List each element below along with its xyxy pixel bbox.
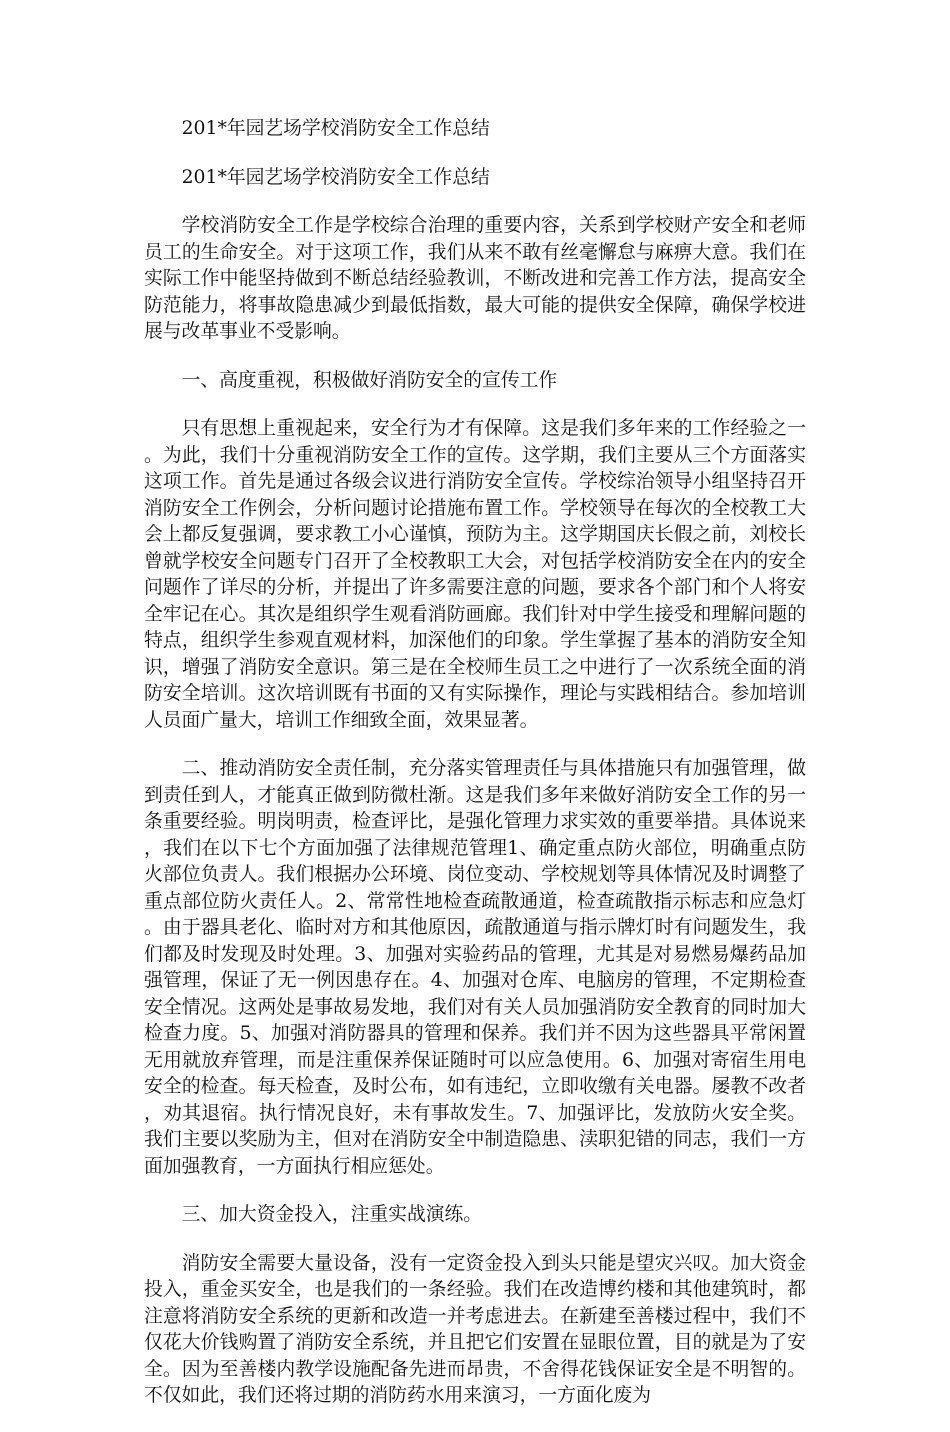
paragraph-section-2: 二、推动消防安全责任制，充分落实管理责任与具体措施只有加强管理，做到责任到人，才能真正做到防微杜渐。这是我们多年来做好消防安全工作的另一条重要经验。明岗明责，检查评比，是强化管理力求实效的重要举措。具体说来，我们在以下七个方面加强了法律规范管理1、确定重点防火部位，明确重点防火部位负责人。我们根据办公环境、岗位变动、学校规划等具体情况及时调整了重点部位防火责任人。2、常常性地检查疏散通道，检查疏散指示标志和应急灯。由于器具老化、临时对方和其他原因，疏散通道与指示牌灯时有问题发生，我们都及时发现及时处理。3、加强对实验药品的管理，尤其是对易燃易爆药品加强管理，保证了无一例因患存在。4、加强对仓库、电脑房的管理，不定期检查安全情况。这两处是事故易发地，我们对有关人员加强消防安全教育的同时加大检查力度。5、加强对消防器具的管理和保养。我们并不因为这些器具平常闲置无用就放弃管理，而是注重保养保证随时可以应急使用。6、加强对寄宿生用电安全的检查。每天检查，及时公布，如有违纪，立即收缴有关电器。屡教不改者，劝其退宿。执行情况良好，未有事故发生。7、加强评比，发放防火安全奖。我们主要以奖励为主，但对在消防安全中制造隐患、渎职犯错的同志，我们一方面加强教育，一方面执行相应惩处。 xyxy=(144,758,806,1177)
document-title: 201*年园艺场学校消防安全工作总结 xyxy=(181,118,490,139)
paragraph-section-3: 消防安全需要大量设备，没有一定资金投入到头只能是望灾兴叹。加大资金投入，重金买安全，也是我们的一条经验。我们在改造博约楼和其他建筑时，都注意将消防安全系统的更新和改造一并考虑进去。在新建至善楼过程中，我们不仅花大价钱购置了消防安全系统，并且把它们安置在显眼位置，目的就是为了安全。因为至善楼内教学设施配备先进而昂贵，不舍得花钱保证安全是不明智的。不仅如此，我们还将过期的消防药水用来演习，一方面化废为 xyxy=(144,1252,806,1406)
paragraph-section-1: 只有思想上重视起来，安全行为才有保障。这是我们多年来的工作经验之一。为此，我们十分重视消防安全工作的宣传。这学期，我们主要从三个方面落实这项工作。首先是通过各级会议进行消防安全宣传。学校综治领导小组坚持召开消防安全工作例会，分析问题讨论措施布置工作。学校领导在每次的全校教工大会上都反复强调，要求教工小心谨慎，预防为主。这学期国庆长假之前，刘校长曾就学校安全问题专门召开了全校教职工大会，对包括学校消防安全在内的安全问题作了详尽的分析，并提出了许多需要注意的问题，要求各个部门和个人将安全牢记在心。其次是组织学生观看消防画廊。我们针对中学生接受和理解问题的特点，组织学生参观直观材料，加深他们的印象。学生掌握了基本的消防安全知识，增强了消防安全意识。第三是在全校师生员工之中进行了一次系统全面的消防安全培训。这次培训既有书面的又有实际操作，理论与实践相结合。参加培训人员面广量大，培训工作细致全面，效果显著。 xyxy=(144,418,806,731)
paragraph-intro: 学校消防安全工作是学校综合治理的重要内容，关系到学校财产安全和老师员工的生命安全。对于这项工作，我们从来不敢有丝毫懈怠与麻痹大意。我们在实际工作中能坚持做到不断总结经验教训，不断改进和完善工作方法，提高安全防范能力，将事故隐患减少到最低指数，最大可能的提供安全保障，确保学校进展与改革事业不受影响。 xyxy=(144,215,806,342)
section-heading-1: 一、高度重视，积极做好消防安全的宣传工作 xyxy=(181,369,558,391)
document-subtitle: 201*年园艺场学校消防安全工作总结 xyxy=(181,166,490,188)
section-heading-3: 三、加大资金投入，注重实战演练。 xyxy=(181,1204,483,1225)
document-body xyxy=(144,116,806,1432)
